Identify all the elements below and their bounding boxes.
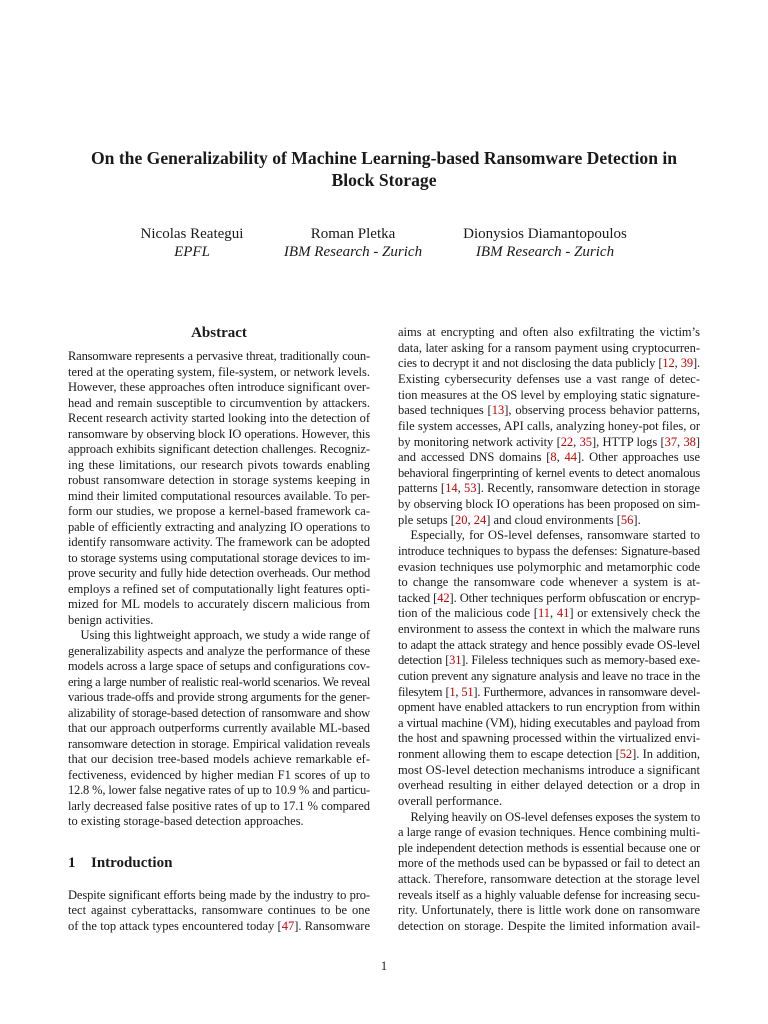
text-line: mized for ML models to accurately discern malicious from: [68, 597, 370, 612]
text-line: mind their limited computational resources available. To per-: [68, 488, 370, 503]
text-line: head and remain susceptible to circumvention by attackers.: [68, 395, 370, 410]
text-line: to existing storage-based detection approaches.: [68, 814, 304, 829]
abstract-heading: Abstract: [191, 325, 247, 341]
text-line: models across a large space of setups and configurations cov-: [68, 659, 370, 674]
text-line: pable of efficiently extracting and analyzing IO operations to: [68, 519, 370, 534]
author-affiliation: EPFL: [174, 244, 210, 260]
section-number: 1: [68, 855, 76, 871]
text-line: a virtual machine (VM), hiding executables and payload from: [398, 715, 700, 730]
text-line: filesytem [1, 51]. Furthermore, advances in ransomware devel-: [398, 684, 701, 699]
text-line: However, these approaches often introduce significant over-: [68, 380, 370, 395]
text-line: tacked [42]. Other techniques perform obfuscation or encryp-: [398, 590, 700, 605]
citation-link[interactable]: 52: [619, 747, 633, 762]
citation-link[interactable]: 22: [560, 434, 574, 449]
text-line: Relying heavily on OS-level defenses exposes the system to: [410, 809, 700, 824]
abstract-body: [68, 349, 370, 830]
left-column: [68, 0, 370, 1024]
text-line: benign activities.: [68, 612, 154, 627]
text-line: and accessed DNS domains [8, 44]. Other approaches use: [398, 450, 701, 465]
author-block: [425, 225, 665, 261]
text-line: robust ransomware detection in storage systems keeping in: [68, 473, 370, 488]
title-line: On the Generalizability of Machine Learning-based Ransomware Detection in: [90, 148, 678, 168]
text-line: approach exhibits significant detection challenges. Recogniz-: [68, 442, 370, 457]
citation-link[interactable]: 11: [537, 606, 550, 621]
text-line: prove security and fully hide detection overheads. Our method: [68, 566, 370, 581]
text-line: ple setups [20, 24] and cloud environments [56].: [398, 512, 641, 527]
text-line: to adapt the attack strategy and hence possibly evade OS-level: [398, 637, 700, 652]
author-name: Roman Pletka: [310, 226, 396, 242]
citation-link[interactable]: 41: [556, 606, 570, 621]
citation-link[interactable]: 8: [550, 450, 557, 465]
citation-link[interactable]: 53: [464, 481, 477, 496]
text-line: ransomware detection in storage. Empirical validation reveals: [68, 736, 370, 751]
citation-link[interactable]: 42: [437, 590, 450, 605]
text-line: identify ransomware activity. The framework can be adopted: [68, 535, 370, 550]
text-line: the host and spawning processed within the virtualized envi-: [398, 731, 700, 746]
text-line: most OS-level detection mechanisms introduce a significant: [398, 762, 700, 777]
text-line: fectiveness, evidenced by higher median F1 scores of up to: [68, 767, 370, 782]
introduction-body: [68, 888, 370, 935]
text-line: introduce techniques to bypass the defenses: Signature-based: [398, 543, 700, 558]
text-line: that our decision tree-based models achieve remarkable ef-: [68, 752, 370, 767]
text-line: Existing cybersecurity defenses use a vast range of detec-: [398, 372, 700, 387]
text-line: more of the methods used can be bypassed or fail to detect an: [398, 856, 700, 871]
section-heading: [68, 854, 370, 872]
text-line: alizability of storage-based detection of ransomware and show: [68, 705, 370, 720]
text-line: ronment allowing them to escape detection [52]. In addition,: [398, 747, 700, 762]
text-line: reveals itself as a highly valuable defense for increasing secu-: [398, 887, 700, 902]
text-line: evasion techniques use polymorphic and metamorphic code: [398, 559, 700, 574]
text-line: generalizability aspects and analyze the performance of these: [68, 643, 370, 658]
citation-link[interactable]: 39: [680, 356, 693, 371]
citation-link[interactable]: 24: [473, 512, 487, 527]
author-affiliation: IBM Research - Zurich: [475, 244, 615, 260]
text-line: attack. Therefore, ransomware detection at the storage level: [398, 872, 700, 887]
citation-link[interactable]: 44: [564, 450, 578, 465]
paragraph: [68, 349, 370, 628]
text-line: tion measures at the OS level by employing static signature-: [398, 387, 700, 402]
citation-link[interactable]: 35: [579, 434, 592, 449]
paragraph: [398, 325, 700, 528]
paragraph: [68, 888, 370, 935]
text-line: by observing block IO operations has been proposed on sim-: [398, 497, 700, 512]
text-line: a large range of evasion techniques. Hence combining multi-: [398, 825, 700, 840]
text-line: detection on storage. Despite the limited information avail-: [398, 918, 700, 933]
citation-link[interactable]: 12: [662, 356, 675, 371]
text-line: detection [31]. Fileless techniques such as memory-based exe-: [398, 653, 700, 668]
right-column: [398, 325, 700, 934]
author-name: Nicolas Reategui: [140, 226, 244, 242]
citation-link[interactable]: 38: [683, 434, 696, 449]
text-line: Recent research activity started looking into the detection of: [68, 411, 370, 426]
text-line: data, later asking for a ransom payment using cryptocurren-: [398, 340, 700, 355]
text-line: aims at encrypting and often also exfiltrating the victim’s: [398, 325, 700, 340]
text-line: Using this lightweight approach, we study a wide range of: [80, 628, 370, 643]
author-affiliation: IBM Research - Zurich: [283, 244, 423, 260]
text-line: by monitoring network activity [22, 35], HTTP logs [37, 38]: [398, 434, 700, 449]
text-line: that our approach outperforms currently available ML-based: [68, 721, 370, 736]
text-line: tered at the operating system, file-system, or network levels.: [68, 364, 370, 379]
text-line: employs a refined set of computationally light features opti-: [68, 581, 370, 596]
text-line: tect against cyberattacks, ransomware continues to be one: [68, 903, 370, 918]
text-line: overhead resulting in either delayed detection or a drop in: [398, 778, 700, 793]
text-line: ering a large number of realistic real-world scenarios. We reveal: [68, 674, 370, 689]
text-line: tion of the malicious code [11, 41] or extensively check the: [398, 606, 701, 621]
text-line: ransomware by observing block IO operations. However, this: [68, 426, 370, 441]
citation-link[interactable]: 51: [461, 684, 474, 699]
text-line: Ransomware represents a pervasive threat, traditionally coun-: [68, 349, 370, 364]
page-number: 1: [380, 959, 388, 973]
paragraph: [68, 628, 370, 830]
section-title: Introduction: [91, 855, 173, 871]
text-line: 12.8 %, lower false negative rates of up to 10.9 % and particu-: [68, 783, 370, 798]
text-line: to storage systems using computational storage devices to im-: [68, 550, 370, 565]
citation-link[interactable]: 14: [445, 481, 458, 496]
text-line: cies to decrypt it and not disclosing the data publicly [12, 39].: [398, 356, 700, 371]
author-name: Dionysios Diamantopoulos: [463, 226, 627, 242]
text-line: opment have enabled attackers to run encryption from within: [398, 700, 700, 715]
citation-link[interactable]: 37: [664, 434, 678, 449]
text-line: cution prevent any signature analysis and leave no trace in the: [398, 668, 700, 683]
text-line: form our studies, we propose a kernel-based framework ca-: [68, 504, 370, 519]
citation-link[interactable]: 1: [449, 684, 456, 699]
text-line: Especially, for OS-level defenses, ransomware started to: [410, 528, 700, 543]
citation-link[interactable]: 31: [449, 653, 462, 668]
text-line: of the top attack types encountered today [47]. Ransomware: [68, 918, 370, 933]
text-line: Despite significant efforts being made by the industry to pro-: [68, 887, 370, 902]
text-line: overall performance.: [398, 793, 503, 808]
text-line: to change the ransomware code whenever a system is at-: [398, 575, 700, 590]
text-line: file system accesses, API calls, analyzing honey-pot files, or: [398, 418, 700, 433]
text-line: environment to assess the context in which the malware runs: [398, 622, 700, 637]
citation-link[interactable]: 13: [491, 403, 505, 418]
text-line: patterns [14, 53]. Recently, ransomware detection in storage: [398, 481, 700, 496]
text-line: larly decreased false positive rates of up to 17.1 % compared: [68, 798, 370, 813]
text-line: various trade-offs and provide strong arguments for the gener-: [68, 690, 370, 705]
citation-link[interactable]: 20: [454, 512, 468, 527]
text-line: based techniques [13], observing process behavior patterns,: [398, 403, 700, 418]
citation-link[interactable]: 56: [620, 512, 634, 527]
text-line: ple independent detection methods is essential because one or: [398, 840, 700, 855]
text-line: rity. Unfortunately, there is little work done on ransomware: [398, 903, 700, 918]
text-line: behavioral fingerprinting of kernel events to detect anomalous: [398, 465, 700, 480]
paragraph: [398, 810, 700, 935]
text-line: ing these limitations, our research pivots towards enabling: [68, 457, 370, 472]
citation-link[interactable]: 47: [281, 918, 295, 933]
title-line: Block Storage: [331, 170, 437, 190]
paragraph: [398, 528, 700, 809]
